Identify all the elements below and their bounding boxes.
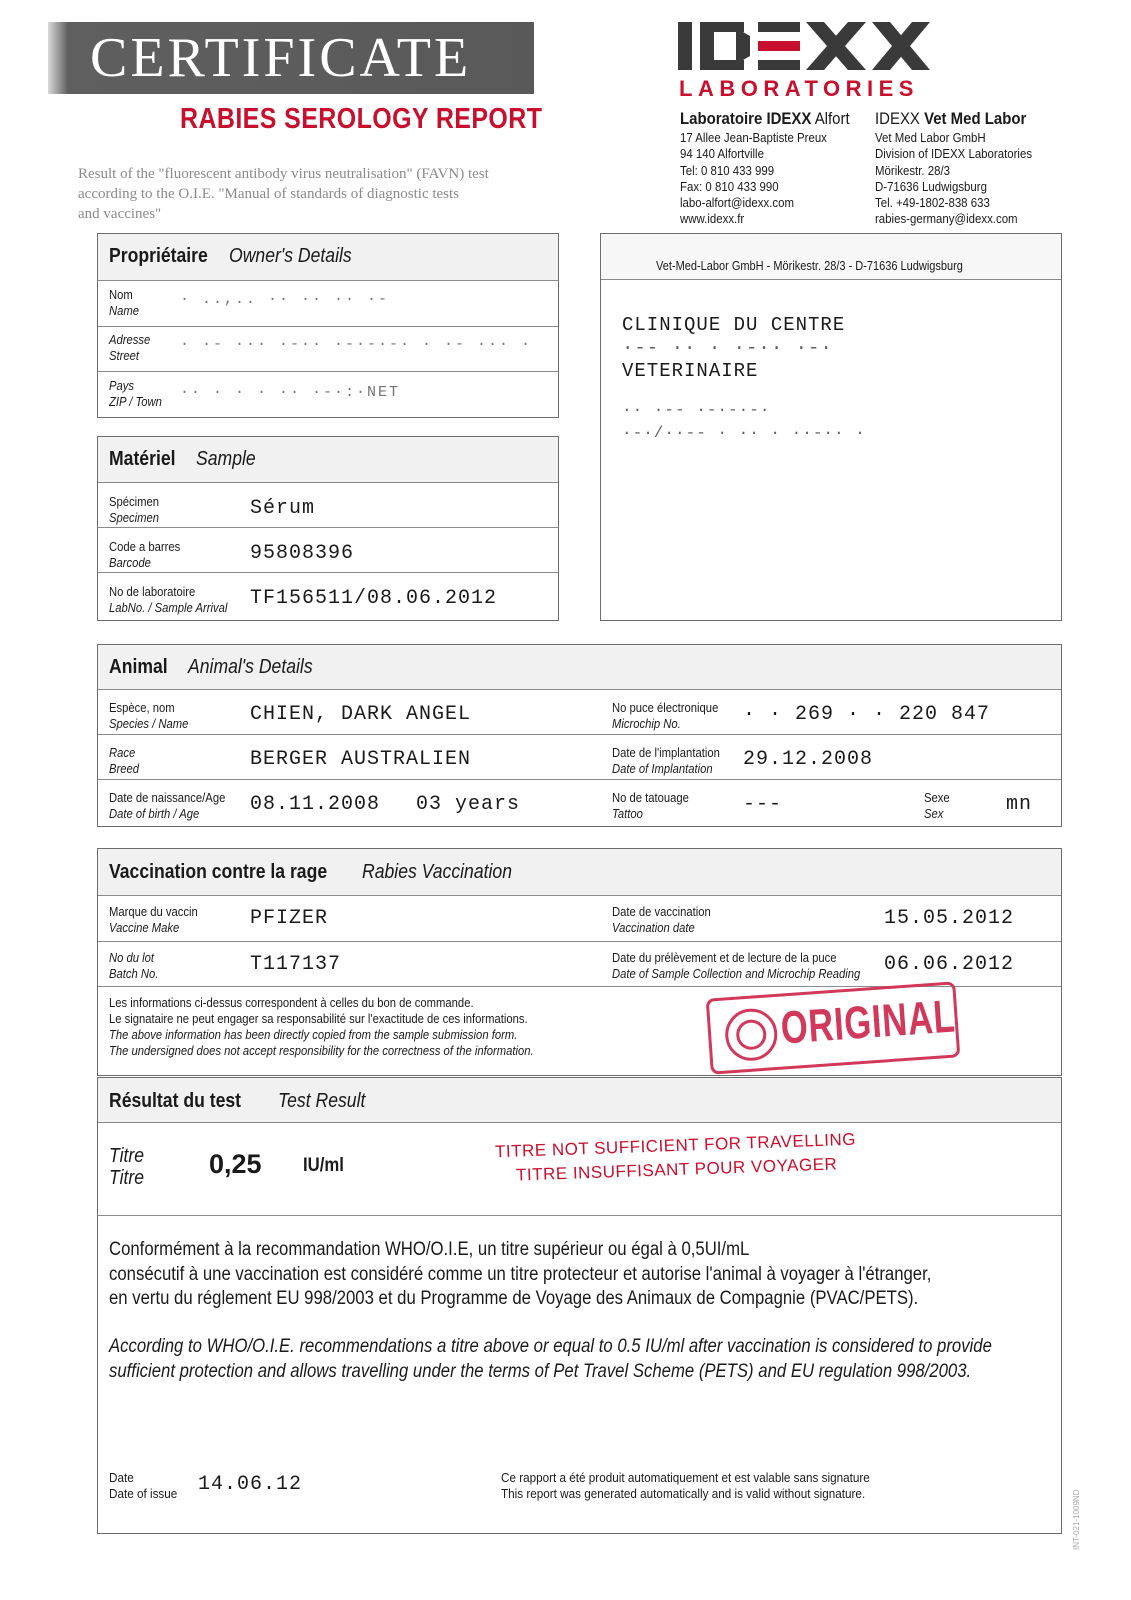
species-label: Espèce, nom Species / Name <box>109 701 189 731</box>
vaccine-make-value: PFIZER <box>250 907 329 930</box>
sample-title-en: Sample <box>196 448 256 470</box>
intro-text: Result of the "fluorescent antibody virus neutralisation" (FAVN) test according to the O.I.E. "Manual of standards of diagnostic tests and vaccines" <box>78 166 489 222</box>
owner-title-en: Owner's Details <box>229 245 352 267</box>
titre-value: 0,25 <box>209 1149 262 1179</box>
address-box <box>600 233 1062 621</box>
sex-value: mn <box>1006 793 1033 816</box>
paragraph-en: According to WHO/O.I.E. recommendations a titre above or equal to 0.5 IU/ml after vaccination is considered to provide sufficient protection and allows travelling under the terms of Pet Travel Scheme (PETS) and EU regulation 998/2003. <box>109 1336 992 1382</box>
chip-label: No puce électronique Microchip No. <box>612 701 719 731</box>
titre-label: Titre Titre <box>109 1145 145 1189</box>
owner-title-fr: Propriétaire <box>109 245 208 267</box>
owner-box <box>97 233 559 418</box>
breed-label: Race Breed <box>109 746 140 776</box>
vaccination-date-label: Date de vaccination Vaccination date <box>612 905 711 935</box>
sex-label: Sexe Sex <box>924 791 950 821</box>
warning-fr: TITRE INSUFFISANT POUR VOYAGER <box>515 1154 838 1185</box>
owner-name-value: · ..,.. ·· ·· ·· ·- <box>180 291 390 308</box>
report-title: RABIES SEROLOGY REPORT <box>180 103 543 135</box>
recipient-address: CLINIQUE DU CENTRE ·-- ·· · ·-·· ·-· VETERINAIRE ·· ·-- ·-·-·-· ·-·/··-- · ·· · ··-·· · <box>622 314 866 442</box>
logo-subtitle: LABORATORIES <box>679 76 919 101</box>
implant-label: Date de l'implantation Date of Implantation <box>612 746 720 776</box>
specimen-value: Sérum <box>250 497 316 520</box>
fingerprint-icon <box>724 1007 780 1063</box>
vaccination-date-value: 15.05.2012 <box>884 907 1015 930</box>
animal-title-en: Animal's Details <box>188 656 313 678</box>
owner-street-label: Adresse Street <box>109 333 151 363</box>
labno-value: TF156511/08.06.2012 <box>250 587 498 610</box>
form-code: INT-021-1009ND <box>1072 1489 1081 1550</box>
issue-date-value: 14.06.12 <box>198 1473 303 1496</box>
original-stamp: ORIGINAL <box>706 981 961 1074</box>
collection-date-value: 06.06.2012 <box>884 953 1015 976</box>
species-value: CHIEN, DARK ANGEL <box>250 703 472 726</box>
collection-date-label: Date du prélèvement et de lecture de la puce Date of Sample Collection and Microchip Reading <box>612 951 861 981</box>
birth-value: 08.11.2008 <box>250 793 381 816</box>
specimen-label: Spécimen Specimen <box>109 495 160 525</box>
vaccination-title-fr: Vaccination contre la rage <box>109 861 328 883</box>
warning-en: TITRE NOT SUFFICIENT FOR TRAVELLING <box>494 1129 857 1162</box>
sample-box <box>97 436 559 621</box>
age-value: 03 years <box>416 793 521 816</box>
paragraph-fr: Conformément à la recommandation WHO/O.I.E, un titre supérieur ou égal à 0,5UI/mL consécutif à une vaccination est considéré comme un titre protecteur et autorise l'animal à voyager à l'étranger, en vertu du réglement EU 998/2003 et du Programme de Voyage des Animaux de Compagnie (PVAC/PETS). <box>109 1239 932 1309</box>
owner-zip-value: ·· · · · ·· ·-·:·NET <box>180 384 401 401</box>
tattoo-value: --- <box>743 793 783 816</box>
owner-street-value: · ·- ··· ·-·· ·-·-·-· · ·- ··· · <box>180 336 533 353</box>
disclaimer-text: Les informations ci-dessus correspondent à celles du bon de commande. Le signataire ne peut engager sa responsabilité sur l'exactitude de ces informations. The above information has been directly copied from the sample submission form. The undersigned does not accept responsibility for the correctness of the information. <box>109 996 534 1058</box>
lab-germany-address: IDEXX Vet Med Labor Vet Med Labor GmbH Division of IDEXX Laboratories Mörikestr. 28/3 D-71636 Ludwigsburg Tel. +49-1802-838 633 rabies-germany@idexx.com <box>875 109 1033 227</box>
certificate-title: CERTIFICATE <box>90 27 472 89</box>
sender-line: Vet-Med-Labor GmbH - Mörikestr. 28/3 - D-71636 Ludwigsburg <box>656 259 963 273</box>
batch-value: T117137 <box>250 953 342 976</box>
batch-label: No du lot Batch No. <box>109 951 159 981</box>
auto-generated-note: Ce rapport a été produit automatiquement et est valable sans signature This report was generated automatically and is valid without signature. <box>501 1470 870 1501</box>
issue-date-label: Date Date of issue <box>109 1470 178 1501</box>
result-box <box>97 1077 1062 1534</box>
titre-unit: IU/ml <box>303 1155 344 1176</box>
idexx-logo <box>678 22 930 70</box>
implant-value: 29.12.2008 <box>743 748 874 771</box>
tattoo-label: No de tatouage Tattoo <box>612 791 689 821</box>
chip-value: · · 269 · · 220 847 <box>743 703 991 726</box>
owner-name-label: Nom Name <box>109 288 140 318</box>
owner-zip-label: Pays ZIP / Town <box>109 379 162 409</box>
animal-box <box>97 644 1062 827</box>
vaccination-title-en: Rabies Vaccination <box>362 861 513 883</box>
labno-label: No de laboratoire LabNo. / Sample Arrival <box>109 585 228 615</box>
vaccine-make-label: Marque du vaccin Vaccine Make <box>109 905 198 935</box>
result-title-fr: Résultat du test <box>109 1090 242 1112</box>
breed-value: BERGER AUSTRALIEN <box>250 748 472 771</box>
barcode-value: 95808396 <box>250 542 355 565</box>
animal-title-fr: Animal <box>109 656 168 678</box>
lab-alfort-address: Laboratoire IDEXX Alfort 17 Allee Jean-Baptiste Preux 94 140 Alfortville Tel: 0 810 433 999 Fax: 0 810 433 990 labo-alfort@idexx.com www.idexx.fr <box>680 109 850 227</box>
sample-title-fr: Matériel <box>109 448 176 470</box>
birth-label: Date de naissance/Age Date of birth / Age <box>109 791 226 821</box>
result-title-en: Test Result <box>278 1090 366 1112</box>
barcode-label: Code a barres Barcode <box>109 540 181 570</box>
